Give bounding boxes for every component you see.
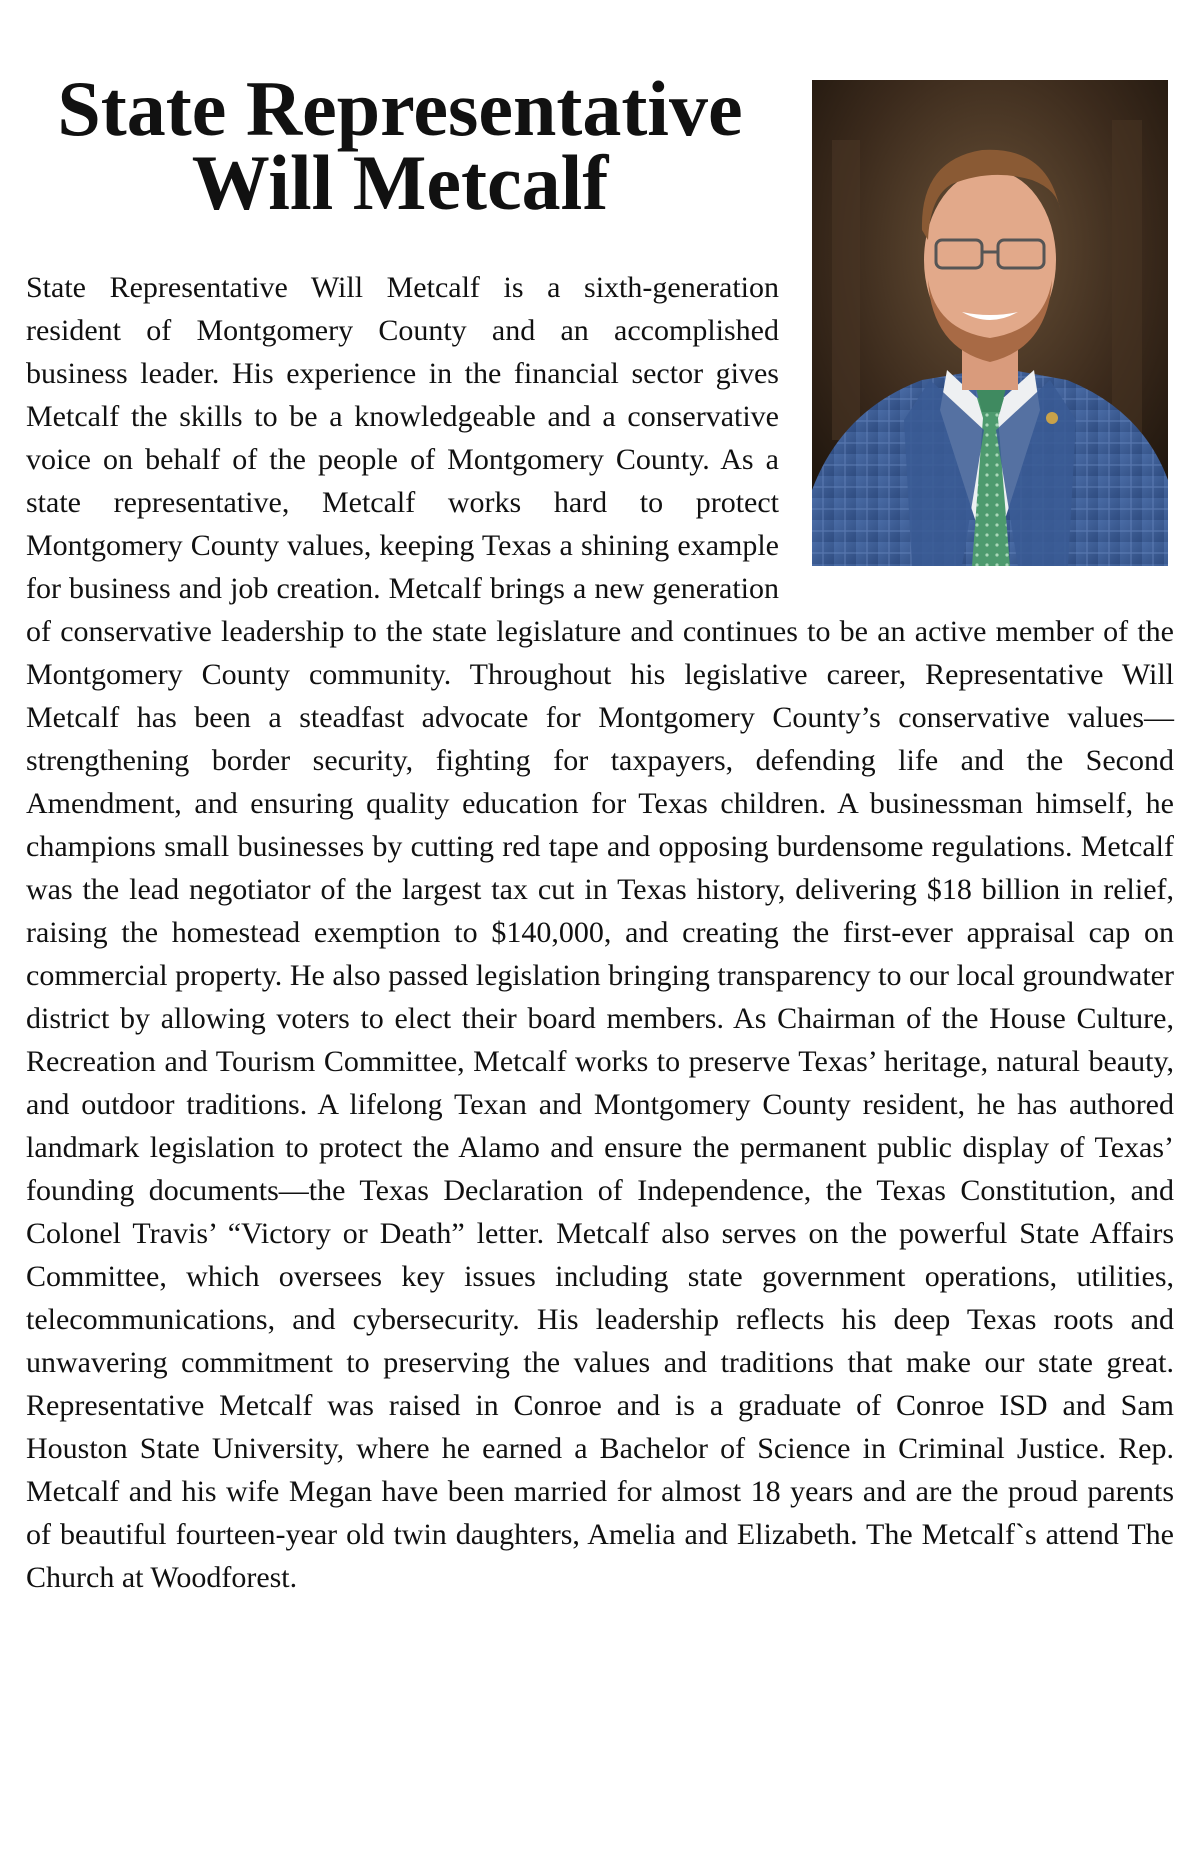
page-title bbox=[0, 65, 800, 226]
bio-text-block bbox=[26, 266, 1174, 1599]
bio-paragraph: State Representative Will Metcalf is a sixth-generation resident of Montgomery County and an accomplished business leader. His experience in the financial sector gives Metcalf the skills to be a knowledgeable and a conservative voice on behalf of the people of Montgomery County. As a state representative, Metcalf works hard to protect Montgomery County values, keeping Texas a shining example for business and job creation. Metcalf brings a new generation of conservative leadership to the state legislature and continues to be an active member of the Montgomery County community. Throughout his legislative career, Representative Will Metcalf has been a steadfast advocate for Montgomery County’s conservative values—strengthening border security, fighting for taxpayers, defending life and the Second Amendment, and ensuring quality education for Texas children. A businessman himself, he champions small businesses by cutting red tape and opposing burdensome regulations. Metcalf was the lead negotiator of the largest tax cut in Texas history, delivering $18 billion in relief, raising the homestead exemption to $140,000, and creating the first-ever appraisal cap on commercial property. He also passed legislation bringing transparency to our local groundwater district by allowing voters to elect their board members. As Chairman of the House Culture, Recreation and Tourism Committee, Metcalf works to preserve Texas’ heritage, natural beauty, and outdoor traditions. A lifelong Texan and Montgomery County resident, he has authored landmark legislation to protect the Alamo and ensure the permanent public display of Texas’ founding documents—the Texas Declaration of Independence, the Texas Constitution, and Colonel Travis’ “Victory or Death” letter. Metcalf also serves on the powerful State Affairs Committee, which oversees key issues including state government operations, utilities, telecommunications, and cybersecurity. His leadership reflects his deep Texas roots and unwavering commitment to preserving the values and traditions that make our state great. Representative Metcalf was raised in Conroe and is a graduate of Conroe ISD and Sam Houston State University, where he earned a Bachelor of Science in Criminal Justice. Rep. Metcalf and his wife Megan have been married for almost 18 years and are the proud parents of beautiful fourteen-year old twin daughters, Amelia and Elizabeth. The Metcalf`s attend The Church at Woodforest. bbox=[26, 271, 1174, 1594]
title-line-2: Will Metcalf bbox=[191, 139, 609, 226]
portrait-wrap-space bbox=[779, 266, 1174, 606]
title-line-1: State Representative bbox=[57, 65, 743, 152]
